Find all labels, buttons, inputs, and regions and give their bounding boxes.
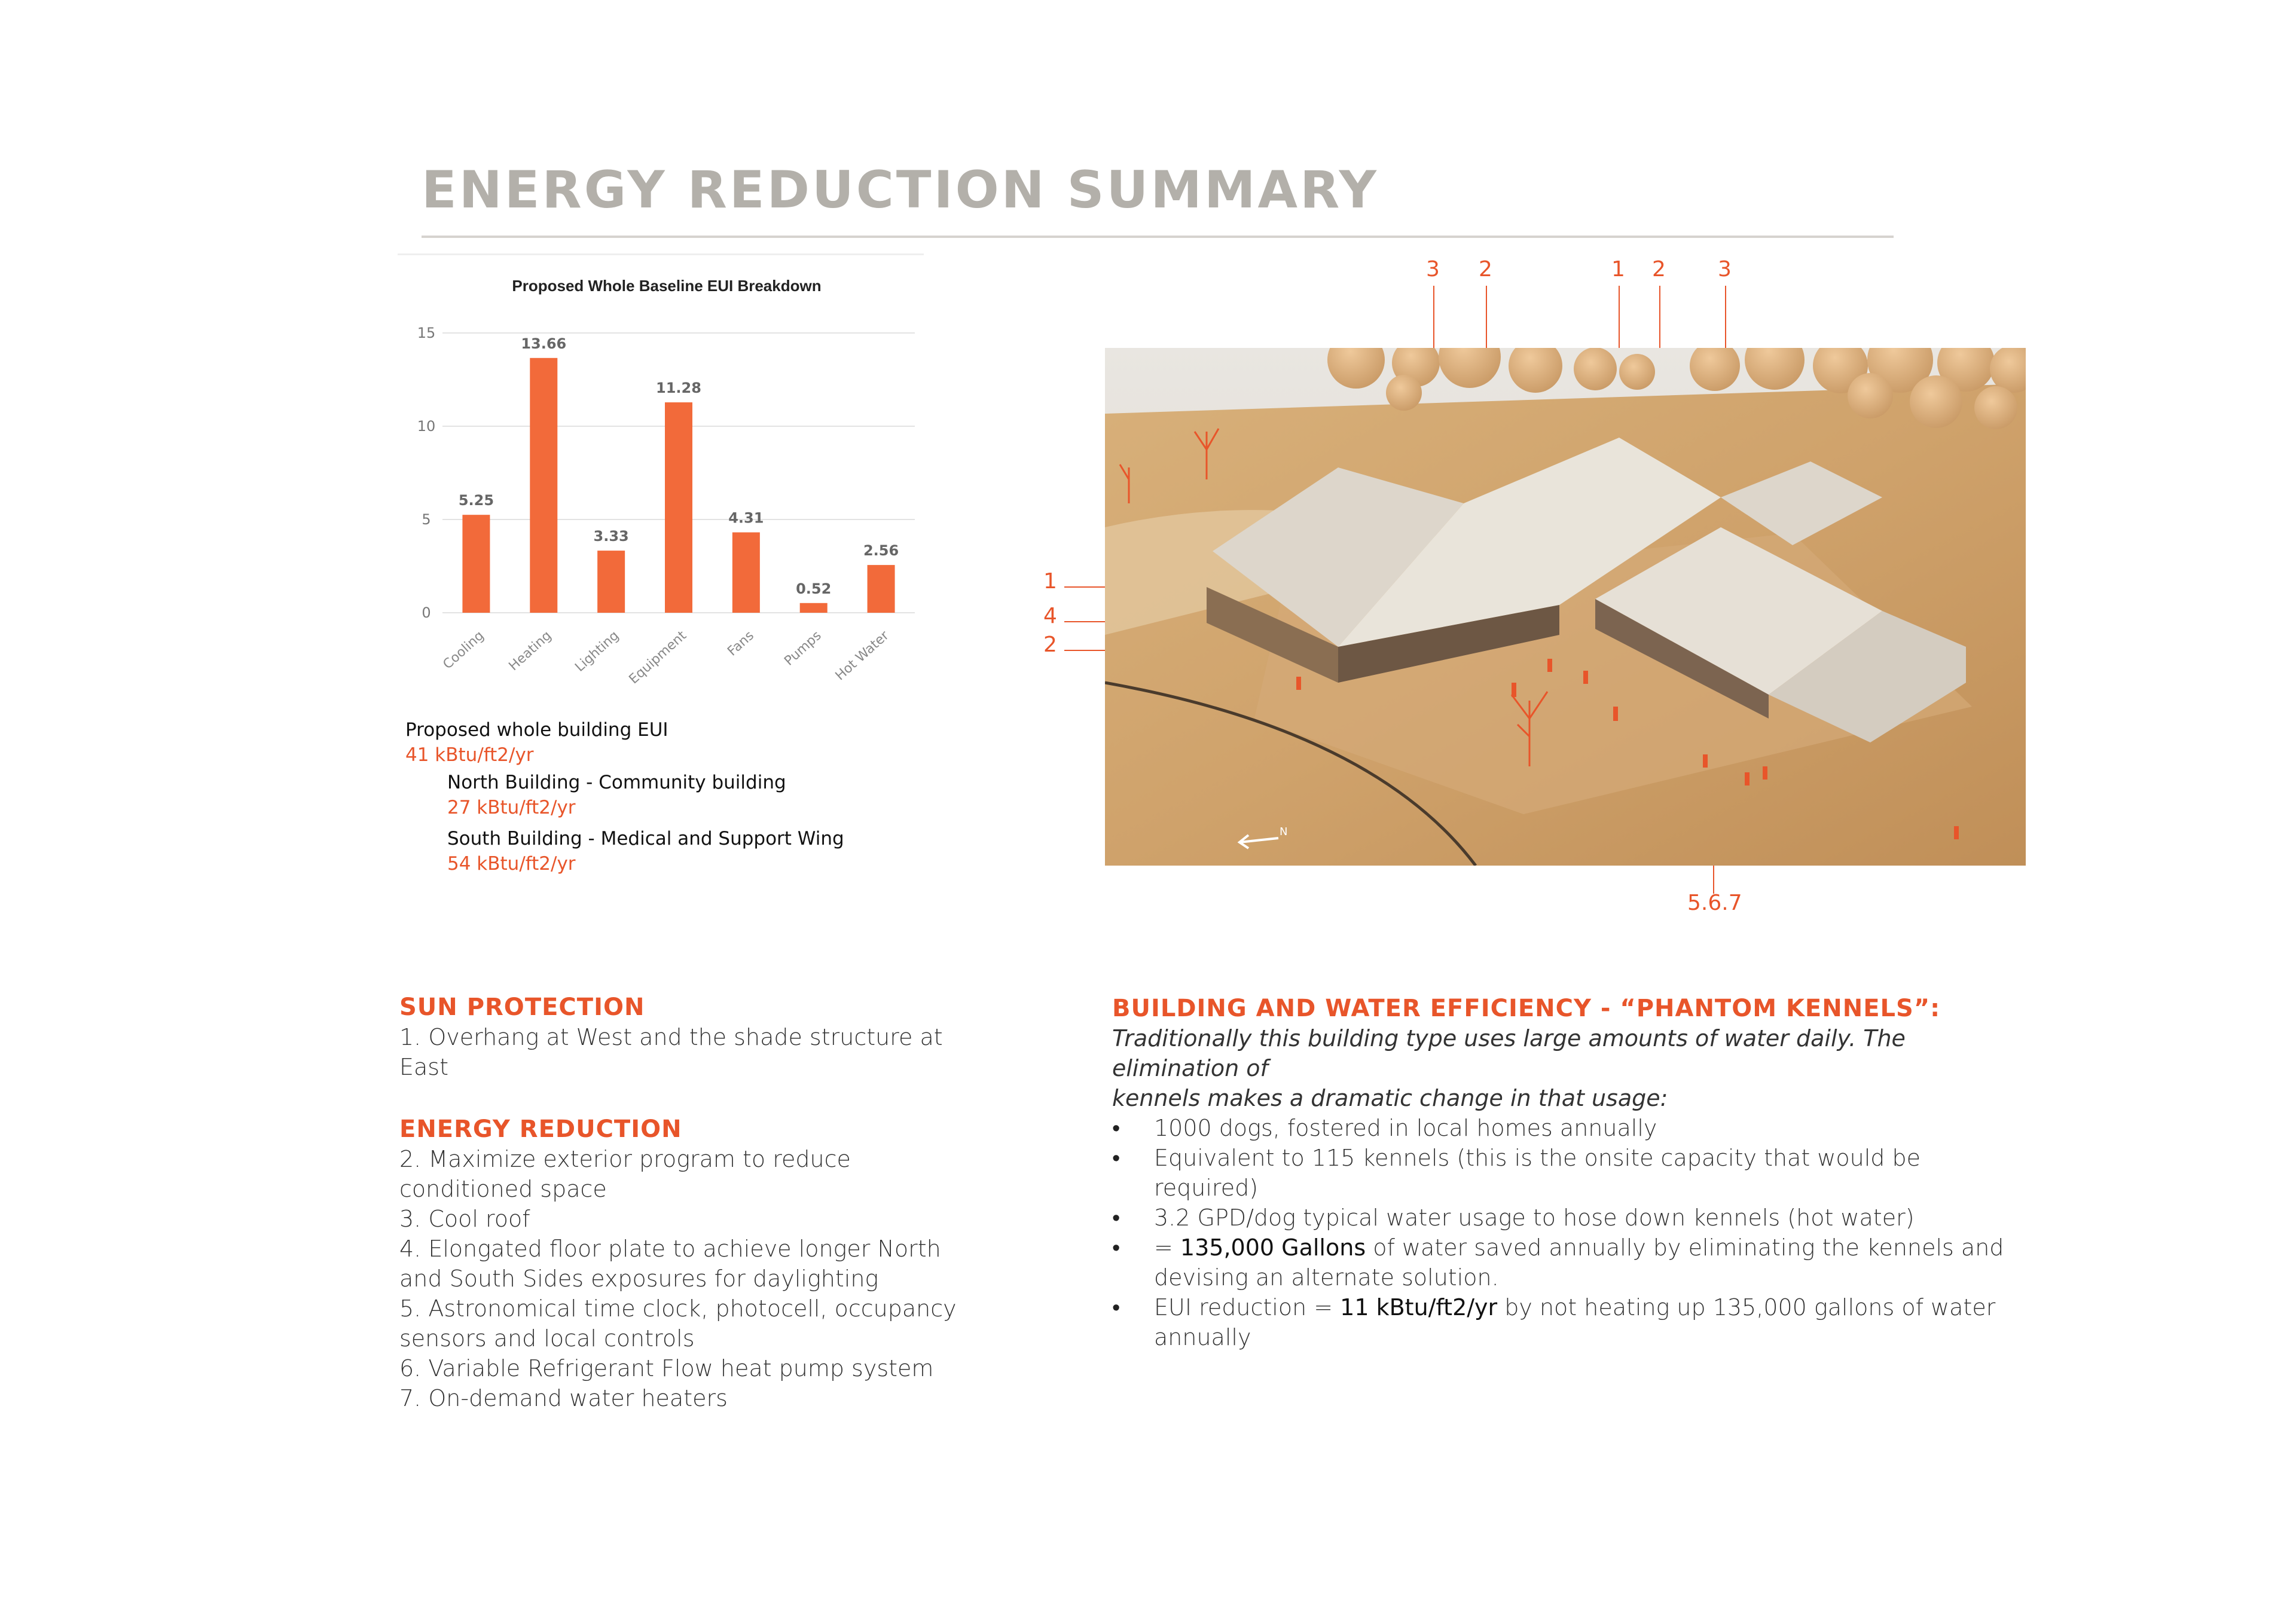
er-line-8: 6. Variable Refrigerant Flow heat pump system [399, 1355, 934, 1381]
category-label: Equipment [626, 628, 690, 687]
chart-title: Proposed Whole Baseline EUI Breakdown [512, 277, 822, 295]
data-label: 3.33 [593, 528, 629, 545]
north-eui-value: 27 kBtu/ft2/yr [447, 797, 576, 818]
callout-left-3: 2 [1043, 632, 1057, 657]
water-intro-2: kennels makes a dramatic change in that usage: [1112, 1085, 1668, 1111]
category-label: Hot Water [832, 628, 892, 684]
water-bullet-3: • 3.2 GPD/dog typical water usage to hose down kennels (hot water) [1112, 1203, 2021, 1233]
b4-bold: 135,000 Gallons [1180, 1234, 1366, 1261]
b5-post: by not heating up 135,000 gallons of water [1497, 1294, 1996, 1321]
b5-pre: EUI reduction = [1154, 1294, 1341, 1321]
whole-eui-label: Proposed whole building EUI [405, 719, 668, 741]
south-eui-label: South Building - Medical and Support Wing [447, 828, 844, 849]
water-bullet-2: • Equivalent to 115 kennels (this is the onsite capacity that would be required) [1112, 1143, 2021, 1203]
y-tick-label: 0 [422, 604, 431, 621]
building-model-render [1105, 348, 2026, 866]
data-label: 11.28 [656, 380, 701, 397]
callout-bottom: 5.6.7 [1687, 891, 1742, 915]
callout-top-4: 2 [1652, 257, 1666, 282]
er-line-1: 2. Maximize exterior program to reduce [399, 1146, 851, 1172]
er-line-3: 3. Cool roof [399, 1206, 530, 1232]
energy-reduction-section [399, 1115, 961, 1413]
y-tick-label: 5 [422, 511, 431, 528]
callout-top-2: 2 [1479, 257, 1492, 282]
water-intro-1: Traditionally this building type uses large amounts of water daily. The elimination of [1112, 1025, 1906, 1081]
sun-line-1: 1. Overhang at West and the shade structure at [399, 1024, 943, 1050]
er-line-6: 5. Astronomical time clock, photocell, occupancy [399, 1295, 957, 1322]
category-label: Heating [506, 628, 555, 674]
sun-protection-section [399, 994, 961, 1082]
er-line-4: 4. Elongated floor plate to achieve longer North [399, 1236, 941, 1262]
er-line-2: conditioned space [399, 1176, 607, 1202]
water-bullet-5 [1112, 1292, 2021, 1352]
b4-pre: = [1154, 1234, 1180, 1261]
b5-bold: 11 kBtu/ft2/yr [1340, 1294, 1498, 1321]
water-bullet-1: • 1000 dogs, fostered in local homes annually [1112, 1113, 2021, 1143]
sun-protection-heading: SUN PROTECTION [399, 994, 645, 1021]
b5-cont: annually [1154, 1324, 1251, 1350]
energy-reduction-heading: ENERGY REDUCTION [399, 1115, 682, 1143]
category-label: Pumps [781, 628, 825, 669]
callout-top-1: 3 [1426, 257, 1440, 282]
water-bullets [1112, 1113, 2021, 1352]
callout-top-5: 3 [1718, 257, 1732, 282]
page-title: ENERGY REDUCTION SUMMARY [422, 160, 1379, 220]
callout-top-3: 1 [1611, 257, 1625, 282]
data-label: 5.25 [458, 492, 494, 509]
callout-left-1: 1 [1043, 569, 1057, 594]
water-heading: BUILDING AND WATER EFFICIENCY - “PHANTOM KENNELS”: [1112, 995, 1941, 1022]
north-arrow-label: N [1280, 826, 1288, 838]
water-efficiency-section [1112, 995, 2021, 1352]
data-label: 4.31 [728, 509, 764, 527]
category-label: Lighting [572, 628, 622, 675]
category-label: Fans [725, 628, 757, 659]
north-eui-label: North Building - Community building [447, 772, 786, 793]
water-bullet-4 [1112, 1233, 2021, 1292]
b4-cont: devising an alternate solution. [1154, 1264, 1499, 1291]
y-tick-label: 15 [417, 325, 436, 341]
er-line-9: 7. On-demand water heaters [399, 1385, 728, 1411]
south-eui-value: 54 kBtu/ft2/yr [447, 853, 576, 875]
data-label: 13.66 [521, 335, 567, 352]
callout-left-2: 4 [1043, 604, 1057, 628]
er-line-5: and South Sides exposures for daylighting [399, 1266, 879, 1292]
y-tick-label: 10 [417, 418, 436, 435]
whole-eui-value: 41 kBtu/ft2/yr [405, 744, 534, 766]
data-label: 0.52 [796, 580, 832, 597]
er-line-7: sensors and local controls [399, 1325, 695, 1352]
b4-post: of water saved annually by eliminating the kennels and [1366, 1234, 2004, 1261]
data-label: 2.56 [863, 542, 899, 560]
sun-line-2: East [399, 1054, 448, 1080]
category-label: Cooling [440, 628, 487, 673]
